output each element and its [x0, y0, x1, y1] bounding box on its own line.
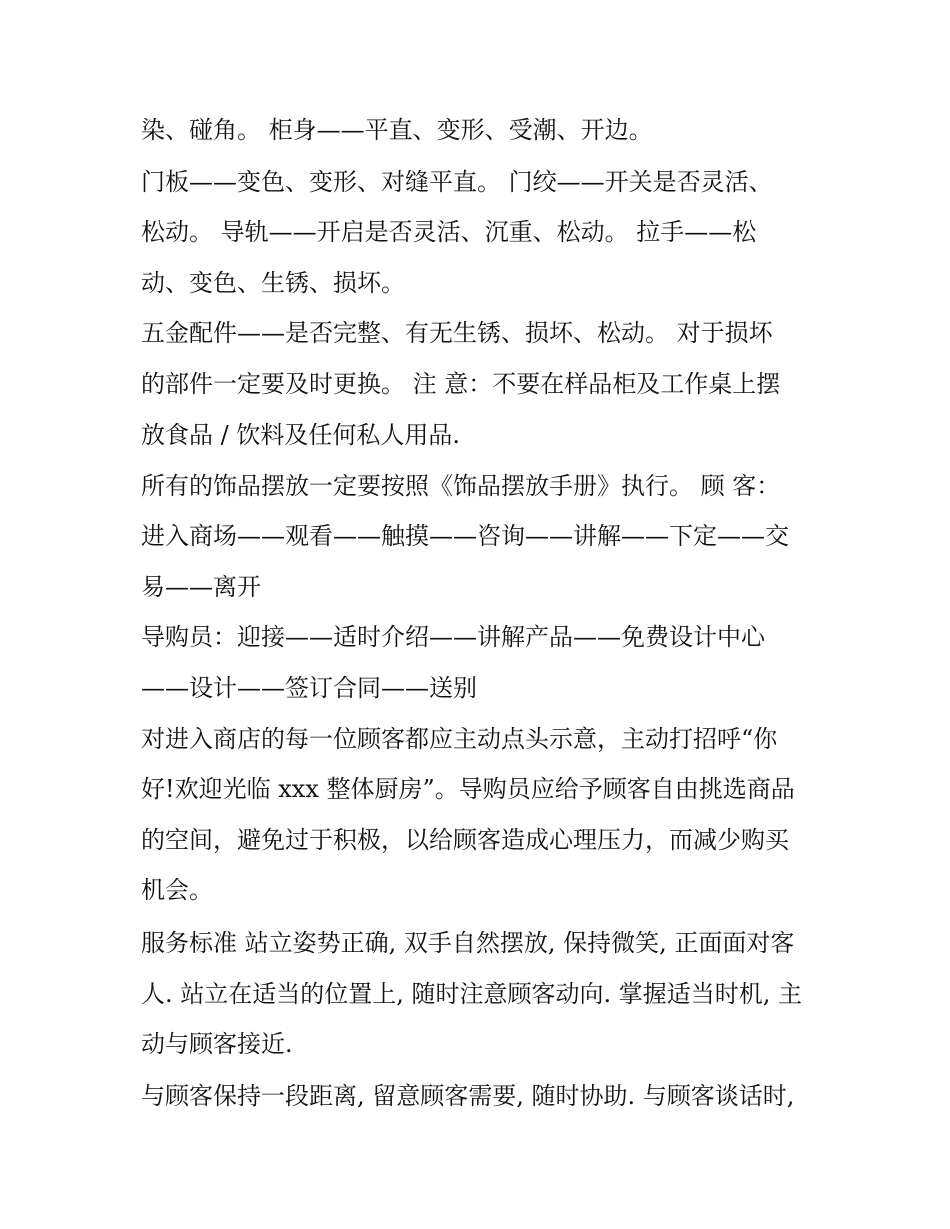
text-line-11: 导购员：迎接——适时介绍——讲解产品——免费设计中心 [141, 623, 765, 651]
text-line-17: 服务标准 站立姿势正确, 双手自然摆放, 保持微笑, 正面面对客 [141, 929, 795, 957]
text-line-19: 动与顾客接近. [141, 1030, 293, 1058]
text-line-5: 五金配件——是否完整、有无生锈、损坏、松动。 对于损坏 [141, 319, 773, 347]
text-line-1: 染、碰角。 柜身——平直、变形、受潮、开边。 [141, 116, 653, 144]
text-line-10: 易——离开 [141, 573, 261, 601]
text-line-16: 机会。 [141, 876, 213, 904]
text-line-20: 与顾客保持一段距离, 留意顾客需要, 随时协助. 与顾客谈话时, [141, 1082, 795, 1110]
text-line-14: 好!欢迎光临 xxx 整体厨房”。导购员应给予顾客自由挑选商品 [141, 775, 795, 803]
text-line-15: 的空间，避免过于积极，以给顾客造成心理压力，而减少购买 [141, 826, 789, 854]
text-line-6: 的部件一定要及时更换。 注 意：不要在样品柜及工作桌上摆 [141, 370, 781, 398]
text-line-13: 对进入商店的每一位顾客都应主动点头示意，主动打招呼“你 [141, 725, 778, 753]
text-line-9: 进入商场——观看——触摸——咨询——讲解——下定——交 [141, 522, 789, 550]
text-line-4: 动、变色、生锈、损坏。 [141, 269, 405, 297]
text-line-8: 所有的饰品摆放一定要按照《饰品摆放手册》执行。 顾 客： [141, 472, 781, 500]
text-line-12: ——设计——签订合同——送别 [141, 674, 477, 702]
text-line-2: 门板——变色、变形、对缝平直。 门绞——开关是否灵活、 [141, 168, 773, 196]
text-line-18: 人. 站立在适当的位置上, 随时注意顾客动向. 掌握适当时机, 主 [141, 980, 803, 1008]
text-line-7: 放食品 / 饮料及任何私人用品. [141, 421, 460, 449]
text-line-3: 松动。 导轨——开启是否灵活、沉重、松动。 拉手——松 [141, 218, 757, 246]
